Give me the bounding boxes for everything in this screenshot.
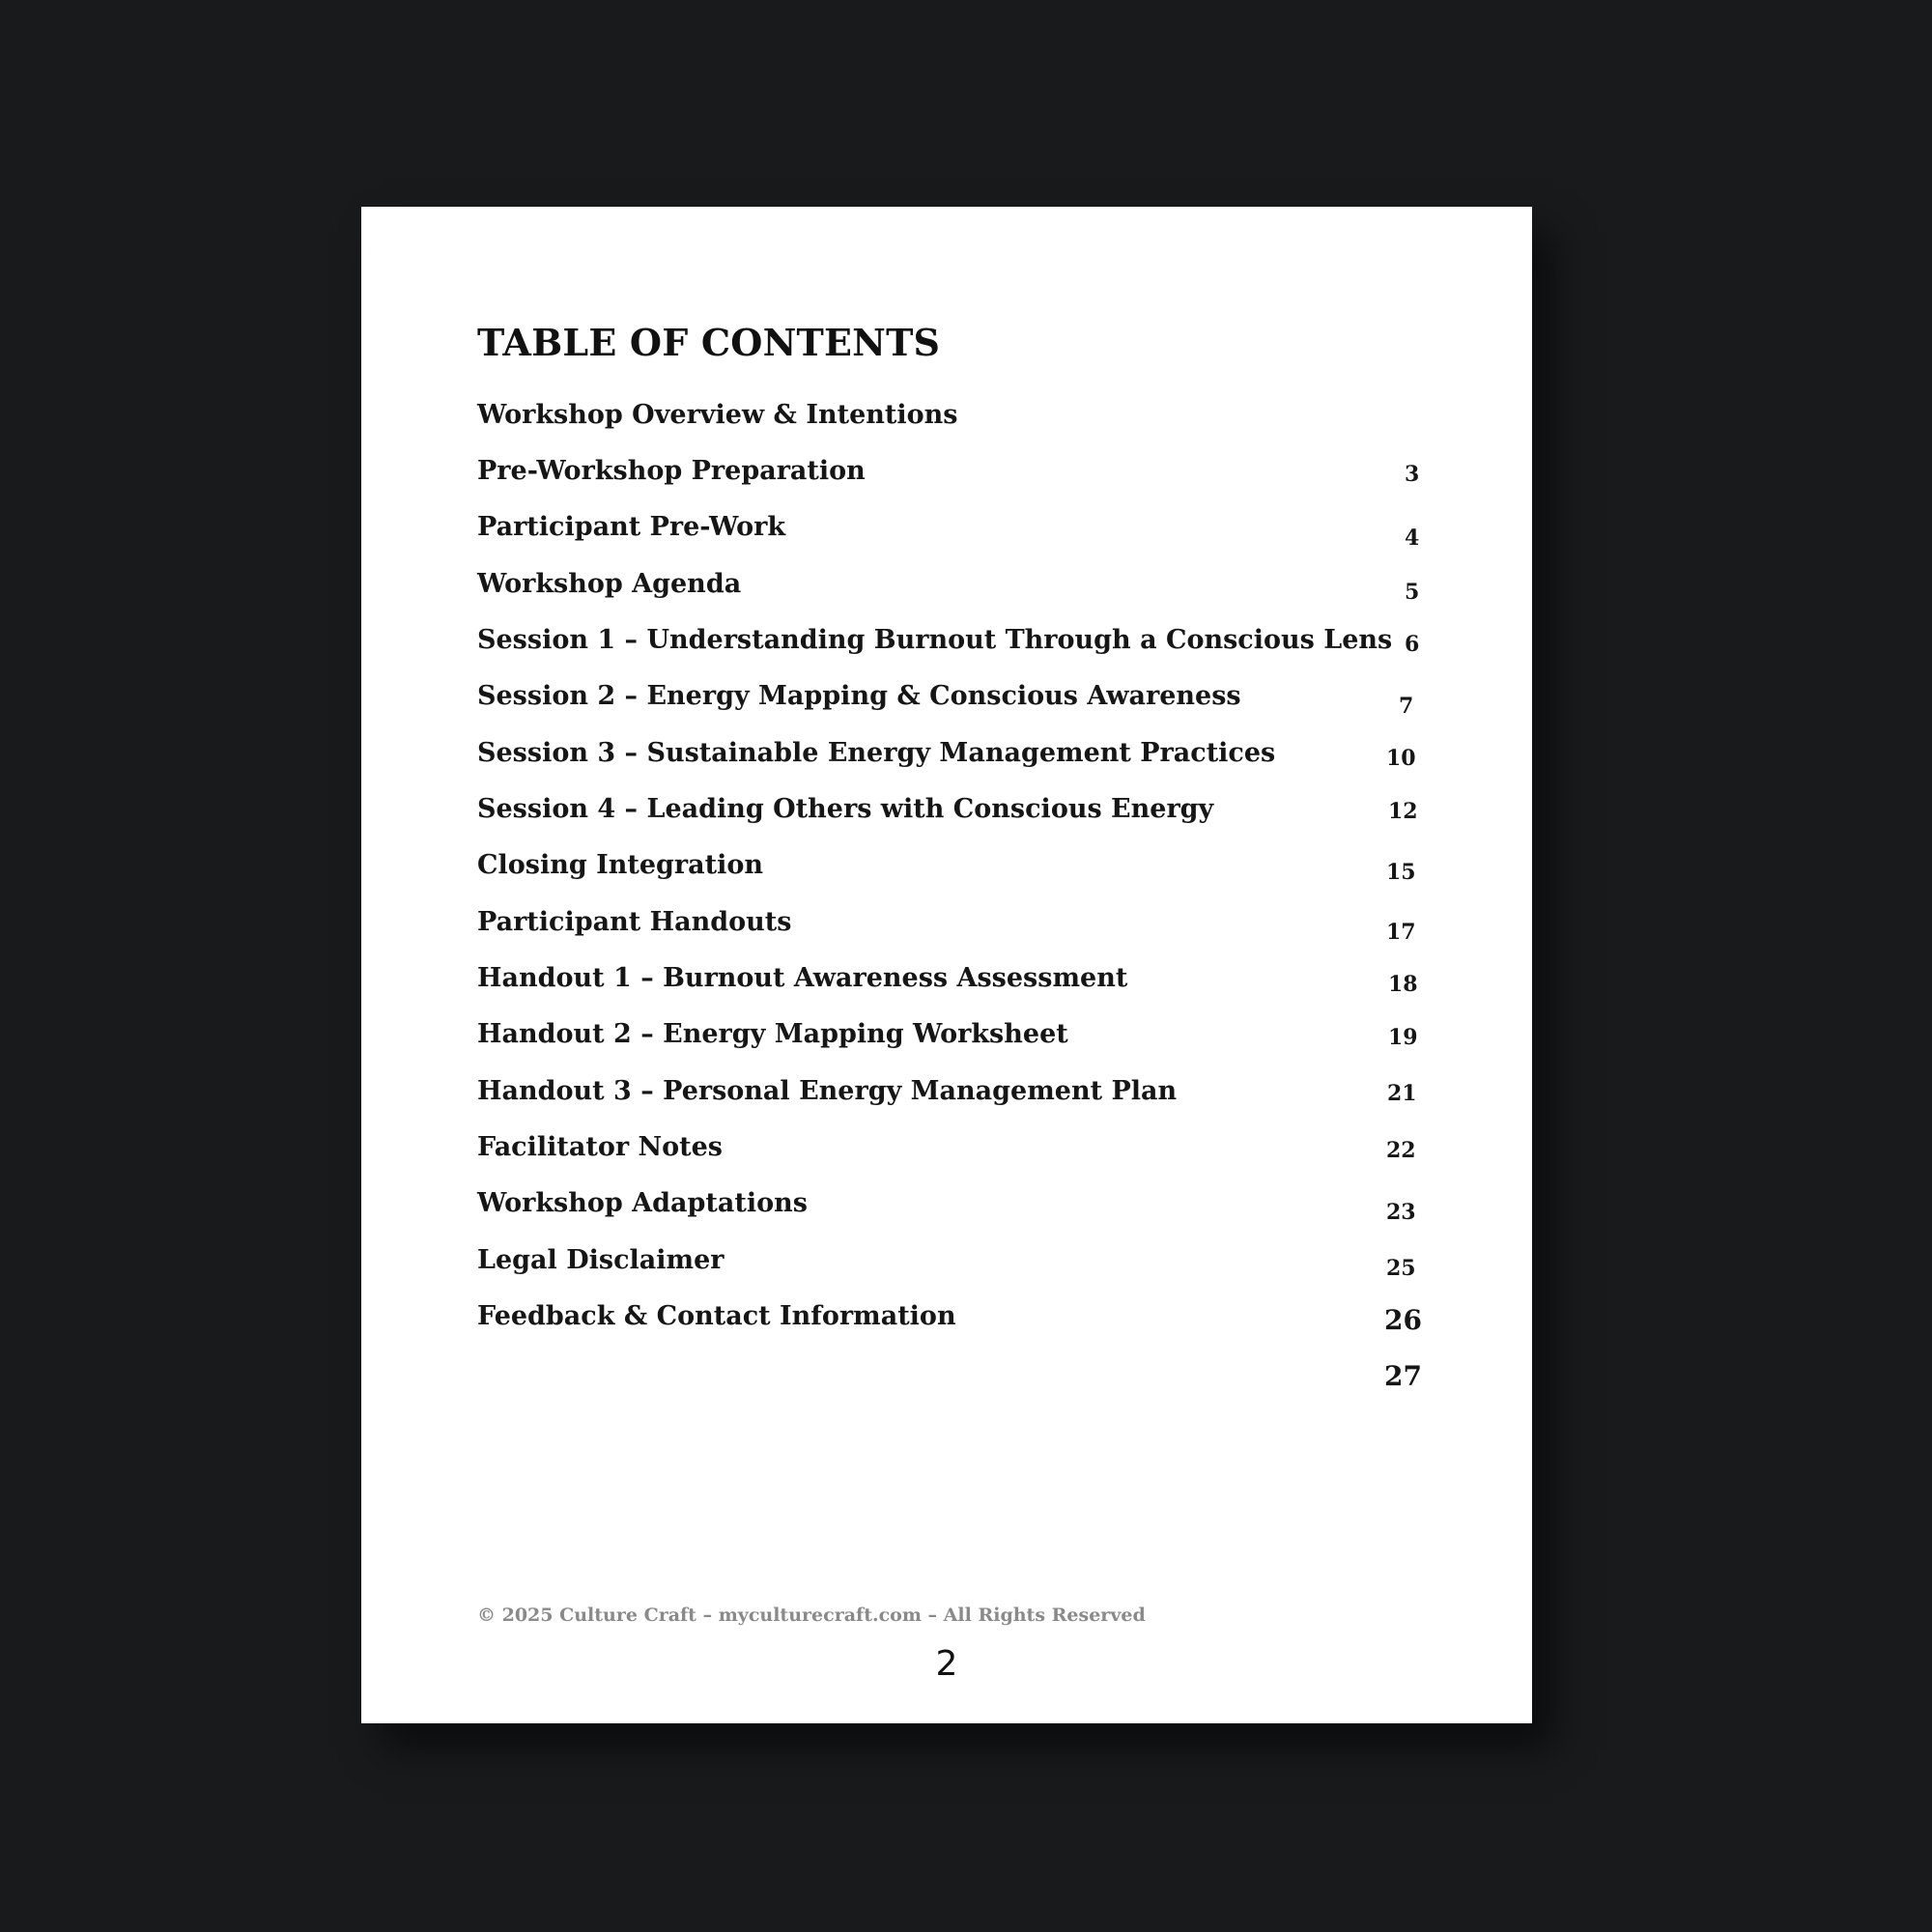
- toc-entry-handout-3: Handout 3 – Personal Energy Management Plan: [477, 1076, 1178, 1106]
- toc-page-number: 3: [1405, 462, 1420, 487]
- toc-entry-session-1: Session 1 – Understanding Burnout Through a Conscious Lens: [477, 625, 1393, 655]
- toc-page-number: 10: [1386, 746, 1416, 771]
- toc-entry-pre-workshop-preparation: Pre-Workshop Preparation: [477, 456, 866, 486]
- copyright-footer: © 2025 Culture Craft – myculturecraft.com – All Rights Reserved: [477, 1605, 1146, 1626]
- toc-entry-feedback-contact: Feedback & Contact Information: [477, 1301, 956, 1331]
- toc-entry-session-2: Session 2 – Energy Mapping & Conscious Awareness: [477, 681, 1241, 711]
- toc-heading: TABLE OF CONTENTS: [477, 321, 941, 364]
- toc-page-number: 7: [1399, 694, 1414, 719]
- toc-page-number: 21: [1387, 1081, 1417, 1106]
- toc-entry-legal-disclaimer: Legal Disclaimer: [477, 1245, 724, 1275]
- toc-page-number: 22: [1386, 1138, 1416, 1163]
- toc-page-number: 4: [1405, 526, 1420, 551]
- toc-page-number: 23: [1386, 1200, 1416, 1225]
- toc-page-number: 12: [1388, 799, 1418, 824]
- toc-entry-session-3: Session 3 – Sustainable Energy Management Practices: [477, 738, 1276, 768]
- toc-entry-workshop-adaptations: Workshop Adaptations: [477, 1188, 808, 1218]
- toc-entry-handout-2: Handout 2 – Energy Mapping Worksheet: [477, 1019, 1068, 1049]
- toc-page-number: 27: [1384, 1360, 1422, 1392]
- document-page: [361, 207, 1532, 1723]
- toc-page-number: 19: [1388, 1025, 1418, 1050]
- toc-page-number: 26: [1384, 1304, 1422, 1336]
- toc-entry-workshop-agenda: Workshop Agenda: [477, 569, 742, 599]
- toc-entry-workshop-overview: Workshop Overview & Intentions: [477, 400, 958, 430]
- toc-entry-participant-handouts: Participant Handouts: [477, 907, 792, 937]
- toc-page-number: 25: [1386, 1256, 1416, 1281]
- toc-entry-session-4: Session 4 – Leading Others with Conscious Energy: [477, 794, 1214, 824]
- toc-page-number: 6: [1405, 632, 1420, 657]
- toc-entry-facilitator-notes: Facilitator Notes: [477, 1132, 724, 1162]
- toc-entry-closing-integration: Closing Integration: [477, 850, 763, 880]
- toc-entry-participant-pre-work: Participant Pre-Work: [477, 512, 786, 542]
- toc-entry-handout-1: Handout 1 – Burnout Awareness Assessment: [477, 963, 1128, 993]
- toc-page-number: 17: [1386, 920, 1416, 945]
- page-number: 2: [935, 1644, 958, 1684]
- toc-page-number: 18: [1388, 972, 1418, 997]
- toc-page-number: 5: [1405, 580, 1420, 605]
- toc-page-number: 15: [1386, 860, 1416, 885]
